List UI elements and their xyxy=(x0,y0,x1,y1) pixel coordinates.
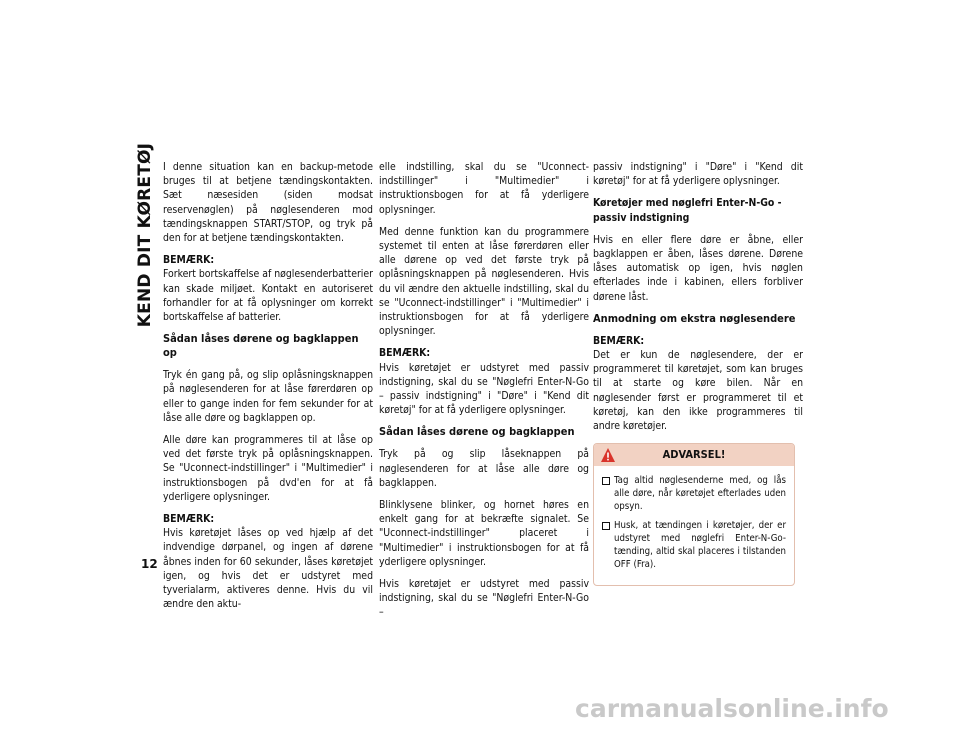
paragraph: Hvis en eller flere døre er åbne, eller bagklappen er åben, låses dørene. Dørene låses automatisk op igen, hvis nøglen efterlades inde i kabinen, ellers forbliver dørene låst. xyxy=(593,233,803,303)
paragraph: Hvis køretøjet er udstyret med passiv indstigning, skal du se "Nøglefri Enter-N-Go – xyxy=(379,578,589,619)
warning-item xyxy=(602,474,786,513)
checkbox-bullet-icon xyxy=(602,522,610,530)
warning-triangle-icon xyxy=(600,447,616,463)
paragraph: Tryk én gang på, og slip oplåsningsknappen på nøglesenderen for at låse førerdøren op eller to gange inden for fem sekunder for at låse alle døre og bagklappen op. xyxy=(163,369,373,424)
column-2 xyxy=(379,160,589,628)
paragraph: Tryk på og slip låseknappen på nøglesenderen for at låse alle døre og bagklappen. xyxy=(379,448,589,489)
warning-list xyxy=(594,474,794,571)
watermark: carmanualsonline.info xyxy=(575,694,889,723)
note-text: Hvis køretøjet låses op ved hjælp af det indvendige dørpanel, og ingen af dørene åbnes inden for 60 sekunder, låses køretøjet igen, og hvis det er udstyret med tyverialarm, aktiveres denne. Hvis du vil ændre den aktu- xyxy=(163,527,373,611)
warning-item-text: Husk, at tændingen i køretøjer, der er udstyret med nøglefri Enter-N-Go-tænding, altid skal placeres i tilstanden OFF (Fra). xyxy=(614,520,786,571)
paragraph: elle indstilling, skal du se "Uconnect-indstillinger" i "Multimedier" i instruktionsbogen for at få yderligere oplysninger. xyxy=(379,161,589,216)
section-heading: Sådan låses dørene og bagklappen op xyxy=(163,332,359,360)
section-side-title xyxy=(128,142,162,328)
column-1 xyxy=(163,160,373,619)
paragraph: Med denne funktion kan du programmere systemet til enten at låse førerdøren eller alle dørene op ved det første tryk på oplåsningsknappen på nøglesenderen. Hvis du vil ændre den aktuelle indstilling, skal du se "Uconnect-indstillinger" i "Multimedier" i instruktionsbogen for at få yderligere oplysninger. xyxy=(379,225,589,338)
note-label: BEMÆRK: xyxy=(163,513,215,526)
note-label: BEMÆRK: xyxy=(593,334,645,347)
note-label: BEMÆRK: xyxy=(379,347,431,360)
warning-box xyxy=(593,443,795,586)
paragraph: Blinklysene blinker, og hornet høres en enkelt gang for at bekræfte signalet. Se "Uconnect-indstillinger" placeret i "Multimedier" i instruktionsbogen for at få yderligere oplysninger. xyxy=(379,499,589,568)
warning-title: ADVARSEL! xyxy=(662,448,726,462)
note-text: Hvis køretøjet er udstyret med passiv indstigning, skal du se "Nøglefri Enter-N-Go – passiv indstigning" i "Døre" i "Kend dit køretøj" for at få yderligere oplysninger. xyxy=(379,361,589,417)
paragraph: I denne situation kan en backup-metode bruges til at betjene tændingskontakten. Sæt næsesiden (siden modsat reservenøglen) på nøglesenderen mod tændingsknappen START/STOP, og tryk på den for at betjene tændingskontakten. xyxy=(163,161,373,245)
paragraph: Alle døre kan programmeres til at låse op ved det første tryk på oplåsningsknappen. Se "Uconnect-indstillinger" i "Multimedier" i instruktionsbogen på dvd'en for at få yderligere oplysninger. xyxy=(163,434,373,503)
warning-item-text: Tag altid nøglesenderne med, og lås alle døre, når køretøjet efterlades uden opsyn. xyxy=(614,475,786,513)
page-number: 12 xyxy=(141,557,158,571)
note-label: BEMÆRK: xyxy=(163,254,215,267)
paragraph: passiv indstigning" i "Døre" i "Kend dit køretøj" for at få yderligere oplysninger. xyxy=(593,161,803,188)
subsection-heading: Køretøjer med nøglefri Enter-N-Go - passiv indstigning xyxy=(593,197,782,224)
section-heading: Sådan låses dørene og bagklappen xyxy=(379,425,575,439)
column-3 xyxy=(593,160,803,586)
section-side-title-text: KEND DIT KØRETØJ xyxy=(135,142,156,328)
warning-item xyxy=(602,519,786,571)
checkbox-bullet-icon xyxy=(602,477,610,485)
note-text: Det er kun de nøglesendere, der er programmeret til køretøjet, som kan bruges til at starte og køre bilen. Når en nøglesender først er programmeret til et køretøj, kan den ikke programmeres til andre køretøjer. xyxy=(593,349,803,433)
section-heading: Anmodning om ekstra nøglesendere xyxy=(593,311,796,325)
note-text: Forkert bortskaffelse af nøglesenderbatterier kan skade miljøet. Kontakt en autoriseret forhandler for at få oplysninger om korrekt bortskaffelse af batterier. xyxy=(163,268,373,324)
warning-header xyxy=(594,444,794,466)
